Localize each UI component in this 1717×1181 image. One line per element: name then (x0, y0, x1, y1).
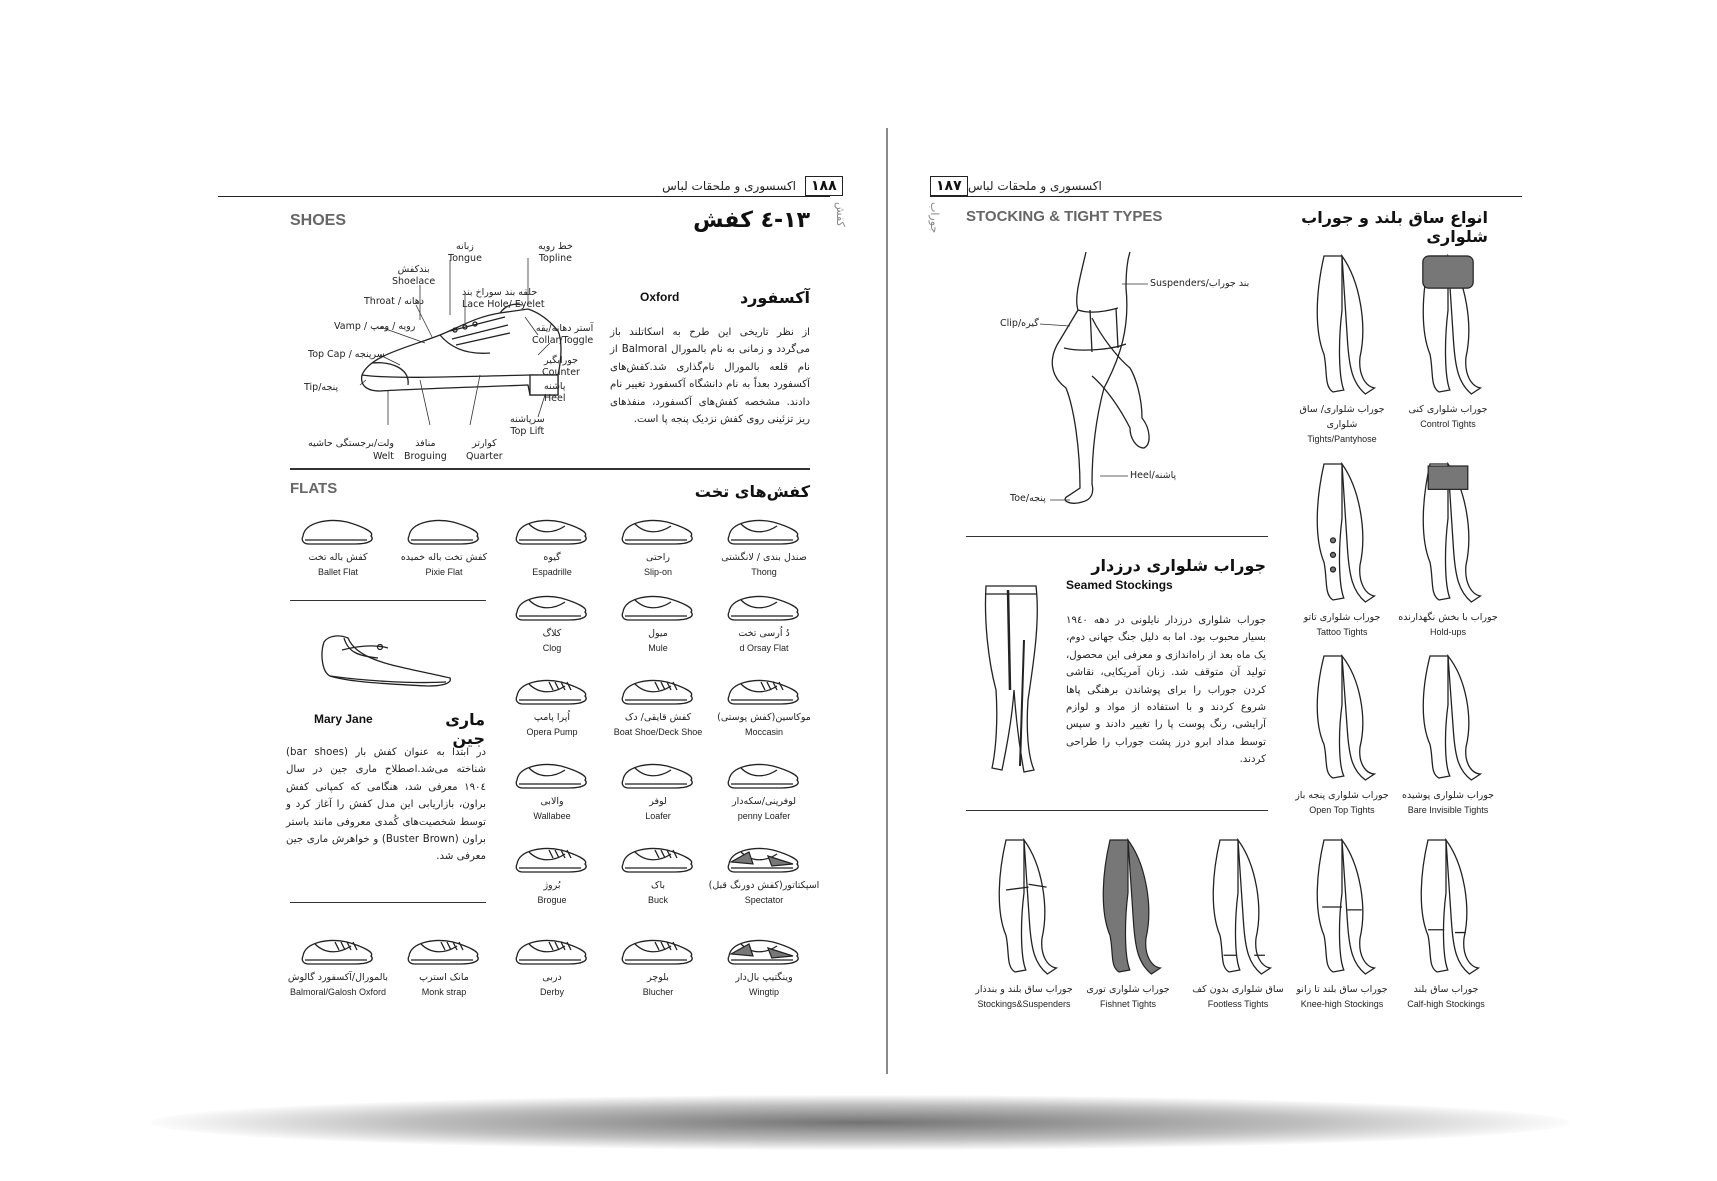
oxford-variant-shoe-name-en: Monk strap (421, 987, 467, 997)
flat-grid-shoe-caption (706, 710, 822, 740)
flat-shoe-name-en: Thong (751, 567, 777, 577)
flat-grid-shoe-name-en: Boat Shoe/Deck Shoe (613, 727, 703, 737)
label-eyelet: حلقه بند سوراخ بند Lace Hole/ Eyelet (462, 287, 545, 310)
flat-grid-shoe-caption (706, 794, 822, 824)
flat-grid-shoe-name-fa: باک (650, 880, 666, 891)
stocking-figure-name-fa: جوراب ساق بلند و بندذار (975, 984, 1073, 995)
tights-figure-name-fa: جوراب شلواری/ ساق شلواری (1299, 404, 1385, 430)
flat-grid-shoe-1-0 (706, 672, 822, 740)
oxford-variant-shoe-caption (600, 970, 716, 1000)
right-side-tab: جوراب (928, 202, 941, 234)
oxford-variant-shoe-illustration (725, 932, 803, 968)
stocking-figure-name-en: Calf-high Stockings (1407, 999, 1485, 1009)
flat-shoe-illustration (299, 512, 377, 548)
tights-figure-name-fa: جوراب شلواری تاتو (1303, 612, 1381, 623)
flat-grid-shoe-name-fa: لوفرپنی/سکه‌دار (732, 796, 796, 807)
flat-grid-shoe-illustration (619, 588, 697, 624)
flat-grid-shoe-0-0 (706, 588, 822, 656)
left-page-number: ۱۸۸ (805, 176, 843, 196)
flat-grid-shoe-2-0 (706, 756, 822, 824)
flat-shoe-3 (386, 512, 502, 580)
book-spine (886, 128, 888, 1074)
tights-figure-illustration (1297, 652, 1387, 784)
label-tongue: زبانه Tongue (448, 241, 482, 264)
label-toe: Toe/پنجه (1010, 493, 1046, 504)
flat-shoe-caption (494, 550, 610, 580)
mary-jane-title-en: Mary Jane (314, 712, 373, 726)
seamed-stockings-illustration (976, 580, 1056, 780)
label-collar: آستر دهانه/یقه Collar/Toggle (532, 323, 594, 346)
flat-grid-shoe-name-en: Clog (542, 643, 562, 653)
stocking-figure-caption (1284, 982, 1400, 1012)
stocking-figure-illustration (1193, 836, 1283, 978)
flat-grid-shoe-name-en: Mule (648, 643, 668, 653)
tights-figure-name-fa: جوراب شلواری کنی (1408, 404, 1488, 415)
tights-figure-name-en: Tights/Pantyhose (1307, 434, 1377, 444)
flat-grid-shoe-caption (600, 878, 716, 908)
tights-figure-name-en: Tattoo Tights (1316, 627, 1368, 637)
flat-grid-shoe-name-en: Loafer (645, 811, 671, 821)
flat-grid-shoe-illustration (619, 756, 697, 792)
flat-grid-shoe-caption (600, 626, 716, 656)
tights-figure-name-fa: جوراب با بخش نگهدارنده (1398, 612, 1498, 623)
tights-figure-illustration (1403, 460, 1493, 606)
flat-grid-shoe-caption (494, 626, 610, 656)
flat-grid-shoe-caption (600, 794, 716, 824)
stocking-figure-illustration (979, 836, 1069, 978)
stocking-figure-caption (966, 982, 1082, 1012)
stocking-figure-name-en: Footless Tights (1207, 999, 1269, 1009)
tights-figure-1-0 (1390, 460, 1506, 640)
flat-grid-shoe-caption (706, 878, 822, 908)
flat-grid-shoe-illustration (725, 588, 803, 624)
oxford-variant-shoe-1 (600, 932, 716, 1000)
seamed-description: جوراب شلواری درزدار نایلونی در دهه ۱۹٤۰ بسیار محبوب بود. اما به دلیل جنگ جهانی دوم، یک ماه بعد از راه‌اندازی و معرفی این محصول، تولید آن متوقف شد. زنان آمریکایی، نقاشی کردن جوراب را برای پوشاندن برهنگی پاها شروع کردند و با استفاده از مواد و لوازم آرایشی، رنگ پوست پا را تغییر دادند و سپس توسط مداد ابرو درز پشت جوراب را طراحی کردند. (1066, 615, 1266, 766)
flat-grid-shoe-name-en: Brogue (537, 895, 567, 905)
stocking-figure-name-en: Fishnet Tights (1099, 999, 1157, 1009)
label-tip: Tip/پنجه (304, 382, 339, 393)
label-heel: پاشنه Heel (544, 381, 566, 404)
oxford-variant-shoe-illustration (299, 932, 377, 968)
label-broguing: منافذ Broguing (404, 438, 447, 462)
stocking-figure-caption (1180, 982, 1296, 1012)
oxford-variant-shoe-name-en: Balmoral/Galosh Oxford (289, 987, 387, 997)
shoes-title-fa: ۱۳-٤ کفش (693, 208, 810, 233)
flat-grid-shoe-name-en: Moccasin (744, 727, 783, 737)
flat-shoe-illustration (619, 512, 697, 548)
suspender-leg-diagram (1030, 248, 1160, 508)
tights-figure-caption (1284, 788, 1400, 818)
tights-figure-caption (1284, 402, 1400, 447)
flat-grid-shoe-name-en: Spectator (744, 895, 784, 905)
flat-grid-shoe-illustration (619, 840, 697, 876)
mary-jane-illustration (318, 622, 458, 692)
oxford-title-en: Oxford (640, 290, 680, 304)
label-clip: Clip/گیره (1000, 318, 1039, 329)
mary-jane-title-fa: ماری جین (445, 710, 485, 748)
stocking-figure-0 (1388, 836, 1504, 1012)
oxford-variant-shoe-name-fa: وینگتیپ بال‌دار (735, 972, 793, 983)
flat-shoe-name-en: Pixie Flat (425, 567, 463, 577)
stocking-figure-caption (1388, 982, 1504, 1012)
label-topline: خط رویه Topline (538, 241, 573, 264)
tights-figure-name-en: Open Top Tights (1309, 805, 1375, 815)
mary-jane-description: در ابتدا به عنوان کفش بار (bar shoes) شناخته می‌شد.اصطلاح ماری جین در سال ۱۹۰٤ معرفی شد، هنگامی که کمپانی کفش براون، بازاریابی این مدل کفش را آغاز کرد و توسط شخصیت‌های کُمدی معروفی مانند باستر براون (Buster Brown) و خواهرش ماری جین معرفی شد. (286, 747, 487, 863)
flat-grid-shoe-3-2 (494, 840, 610, 908)
tights-figure-illustration (1403, 652, 1493, 784)
tights-figure-1-1 (1284, 460, 1400, 640)
flat-grid-shoe-name-fa: دُ اُرسی تخت (738, 628, 790, 639)
shoes-title-en: SHOES (290, 212, 347, 229)
flat-shoe-illustration (725, 512, 803, 548)
tights-figure-caption (1284, 610, 1400, 640)
flat-grid-shoe-illustration (513, 756, 591, 792)
tights-figure-illustration (1403, 252, 1493, 398)
label-quarter: کوارتر Quarter (466, 438, 503, 462)
label-suspenders: Suspenders/بند جوراب (1150, 278, 1250, 289)
left-rule-1 (290, 468, 810, 470)
stocking-figure-name-en: Knee-high Stockings (1300, 999, 1384, 1009)
flat-grid-shoe-name-fa: کفش قایقی/ دک (624, 712, 692, 723)
right-running-header: اکسسوری و ملحقات لباس (968, 179, 1102, 193)
flat-grid-shoe-1-1 (600, 672, 716, 740)
label-top-cap: Top Cap / سرپنجه (308, 349, 385, 360)
tights-figure-name-fa: جوراب شلواری پوشیده (1401, 790, 1494, 801)
left-running-header: اکسسوری و ملحقات لباس (662, 179, 796, 193)
seamed-title-en: Seamed Stockings (1066, 578, 1173, 592)
flat-grid-shoe-name-fa: اسپکتاتور(کفش دورنگ قبل) (708, 880, 820, 891)
tights-figure-caption (1390, 402, 1506, 432)
flat-grid-shoe-name-fa: موکاسین(کفش پوستی) (717, 712, 811, 723)
flats-title-en: FLATS (290, 480, 338, 497)
flat-grid-shoe-illustration (725, 840, 803, 876)
flat-shoe-0 (706, 512, 822, 580)
flat-shoe-name-en: Slip-on (643, 567, 672, 577)
flat-grid-shoe-name-fa: میول (648, 628, 668, 639)
oxford-shoe-illustration (362, 304, 561, 395)
oxford-variant-shoe-name-fa: بلوچر (647, 972, 669, 983)
flat-grid-shoe-1-2 (494, 672, 610, 740)
left-header-rule (218, 196, 830, 197)
flat-grid-shoe-caption (600, 710, 716, 740)
stocking-figure-3 (1070, 836, 1186, 1012)
label-vamp: Vamp / رویه / ومپ (334, 321, 416, 332)
tights-figure-caption (1390, 788, 1506, 818)
flat-grid-shoe-name-en: Wallabee (533, 811, 571, 821)
stocking-figure-2 (1180, 836, 1296, 1012)
stocking-figure-name-en: Stockings&Suspenders (977, 999, 1071, 1009)
tights-figure-2-1 (1284, 652, 1400, 818)
book-shadow (150, 1095, 1570, 1150)
left-rule-3 (290, 902, 486, 903)
flat-grid-shoe-name-fa: والابی (540, 796, 564, 807)
flat-shoe-name-en: Espadrille (532, 567, 572, 577)
stocking-figure-name-fa: جوراب ساق بلند (1413, 984, 1479, 995)
flat-grid-shoe-name-fa: اُپرا پامپ (533, 712, 571, 723)
stockings-title-en: STOCKING & TIGHT TYPES (966, 208, 1163, 225)
flat-shoe-name-fa: کفش باله تخت (308, 552, 368, 563)
label-throat: Throat / دهانه (364, 296, 425, 307)
flat-grid-shoe-caption (494, 878, 610, 908)
oxford-variant-shoe-name-fa: بالمورال/آکسفورد گالوش (287, 972, 389, 983)
flat-grid-shoe-illustration (725, 672, 803, 708)
flat-grid-shoe-caption (494, 794, 610, 824)
stockings-title-fa: انواع ساق بلند و جوراب شلواری (1301, 208, 1488, 246)
flat-grid-shoe-name-fa: کلاگ (542, 628, 562, 639)
oxford-variant-shoe-illustration (513, 932, 591, 968)
tights-figure-name-en: Control Tights (1420, 419, 1476, 429)
oxford-variant-shoe-name-en: Derby (539, 987, 564, 997)
tights-figure-2-0 (1390, 652, 1506, 818)
label-shoelace: بندکفش Shoelace (392, 264, 436, 287)
flat-shoe-4 (280, 512, 396, 580)
flat-grid-shoe-illustration (513, 588, 591, 624)
flat-grid-shoe-name-en: penny Loafer (737, 811, 791, 821)
stocking-figure-name-fa: جوراب ساق بلند تا زانو (1296, 984, 1388, 995)
flat-grid-shoe-0-1 (600, 588, 716, 656)
flat-grid-shoe-name-fa: لوفر (649, 796, 667, 807)
flat-shoe-caption (706, 550, 822, 580)
flats-title-fa: کفش‌های تخت (694, 482, 810, 501)
flat-shoe-caption (280, 550, 396, 580)
label-welt: ولت/برجستگی حاشیه Welt (308, 438, 394, 462)
tights-figure-name-fa: جوراب شلواری پنجه باز (1295, 790, 1389, 801)
oxford-description: از نظر تاریخی این طرح به اسکاتلند باز می‌گردد و زمانی به نام بالمورال Balmoral از نام قلعه بالمورال نام‌گذاری شد.کفش‌های آکسفورد بعداً به نام دانشگاه آکسفورد تغییر نام دادند. مشخصه کفش‌های آکسفورد، منفذهای ریز تزئینی روی کفش نزدیک پنجه پا است. (610, 327, 810, 426)
oxford-variant-shoe-caption (386, 970, 502, 1000)
flat-shoe-name-fa: کفش تخت باله خمیده (400, 552, 488, 563)
flat-grid-shoe-0-2 (494, 588, 610, 656)
flat-shoe-illustration (405, 512, 483, 548)
oxford-variant-shoe-name-en: Wingtip (748, 987, 779, 997)
left-side-tab: کفش (834, 202, 847, 227)
right-header-rule (930, 196, 1522, 197)
oxford-variant-shoe-2 (494, 932, 610, 1000)
flat-grid-shoe-3-1 (600, 840, 716, 908)
flat-grid-shoe-name-fa: بُروژ (543, 880, 561, 891)
flat-grid-shoe-name-en: d Orsay Flat (739, 643, 789, 653)
flat-grid-shoe-caption (494, 710, 610, 740)
tights-figure-name-en: Hold-ups (1429, 627, 1467, 637)
flat-grid-shoe-name-en: Buck (647, 895, 668, 905)
tights-figure-caption (1390, 610, 1506, 640)
oxford-variant-shoe-illustration (619, 932, 697, 968)
tights-figure-illustration (1297, 252, 1387, 398)
oxford-variant-shoe-caption (494, 970, 610, 1000)
flat-shoe-name-en: Ballet Flat (317, 567, 359, 577)
flat-grid-shoe-2-1 (600, 756, 716, 824)
flat-shoe-1 (600, 512, 716, 580)
stocking-figure-name-fa: جوراب شلواری توری (1086, 984, 1170, 995)
oxford-variant-shoe-0 (706, 932, 822, 1000)
flat-shoe-caption (386, 550, 502, 580)
oxford-variant-shoe-name-fa: مانک استرپ (419, 972, 469, 983)
tights-figure-0-1 (1284, 252, 1400, 447)
stocking-figure-caption (1070, 982, 1186, 1012)
flat-grid-shoe-illustration (725, 756, 803, 792)
flat-shoe-caption (600, 550, 716, 580)
right-page-number: ۱۸۷ (930, 176, 968, 196)
flat-grid-shoe-illustration (513, 672, 591, 708)
flat-shoe-illustration (513, 512, 591, 548)
flat-grid-shoe-caption (706, 626, 822, 656)
right-rule-1 (966, 536, 1268, 537)
oxford-variant-shoe-3 (386, 932, 502, 1000)
tights-figure-illustration (1297, 460, 1387, 606)
tights-figure-0-0 (1390, 252, 1506, 432)
flat-grid-shoe-name-en: Opera Pump (526, 727, 578, 737)
stocking-figure-1 (1284, 836, 1400, 1012)
seamed-title-fa: جوراب شلواری درزدار (1091, 556, 1266, 575)
oxford-variant-shoe-caption (280, 970, 396, 1000)
flat-shoe-name-fa: صندل بندی / لانگشتی (721, 552, 807, 563)
label-counter: جورابگیر Counter (542, 355, 580, 378)
left-rule-2 (290, 600, 486, 601)
oxford-variant-shoe-name-fa: دربی (542, 972, 562, 983)
oxford-variant-shoe-name-en: Blucher (642, 987, 674, 997)
label-heel-leg: Heel/پاشنه (1130, 470, 1177, 481)
flat-shoe-name-fa: گیوه (543, 552, 561, 563)
label-top-lift: سرپاشنه Top Lift (510, 414, 545, 437)
stocking-figure-name-fa: ساق شلواری بدون کف (1192, 984, 1284, 995)
oxford-variant-shoe-illustration (405, 932, 483, 968)
flat-grid-shoe-2-2 (494, 756, 610, 824)
oxford-variant-shoe-caption (706, 970, 822, 1000)
flat-grid-shoe-illustration (619, 672, 697, 708)
oxford-title-fa: آکسفورد (739, 288, 810, 307)
stocking-figure-illustration (1297, 836, 1387, 978)
right-rule-2 (966, 810, 1268, 811)
flat-grid-shoe-illustration (513, 840, 591, 876)
stocking-figure-illustration (1083, 836, 1173, 978)
stocking-figure-4 (966, 836, 1082, 1012)
flat-grid-shoe-3-0 (706, 840, 822, 908)
flat-shoe-name-fa: راحتی (646, 552, 670, 563)
tights-figure-name-en: Bare Invisible Tights (1407, 805, 1489, 815)
stocking-figure-illustration (1401, 836, 1491, 978)
flat-shoe-2 (494, 512, 610, 580)
oxford-variant-shoe-4 (280, 932, 396, 1000)
